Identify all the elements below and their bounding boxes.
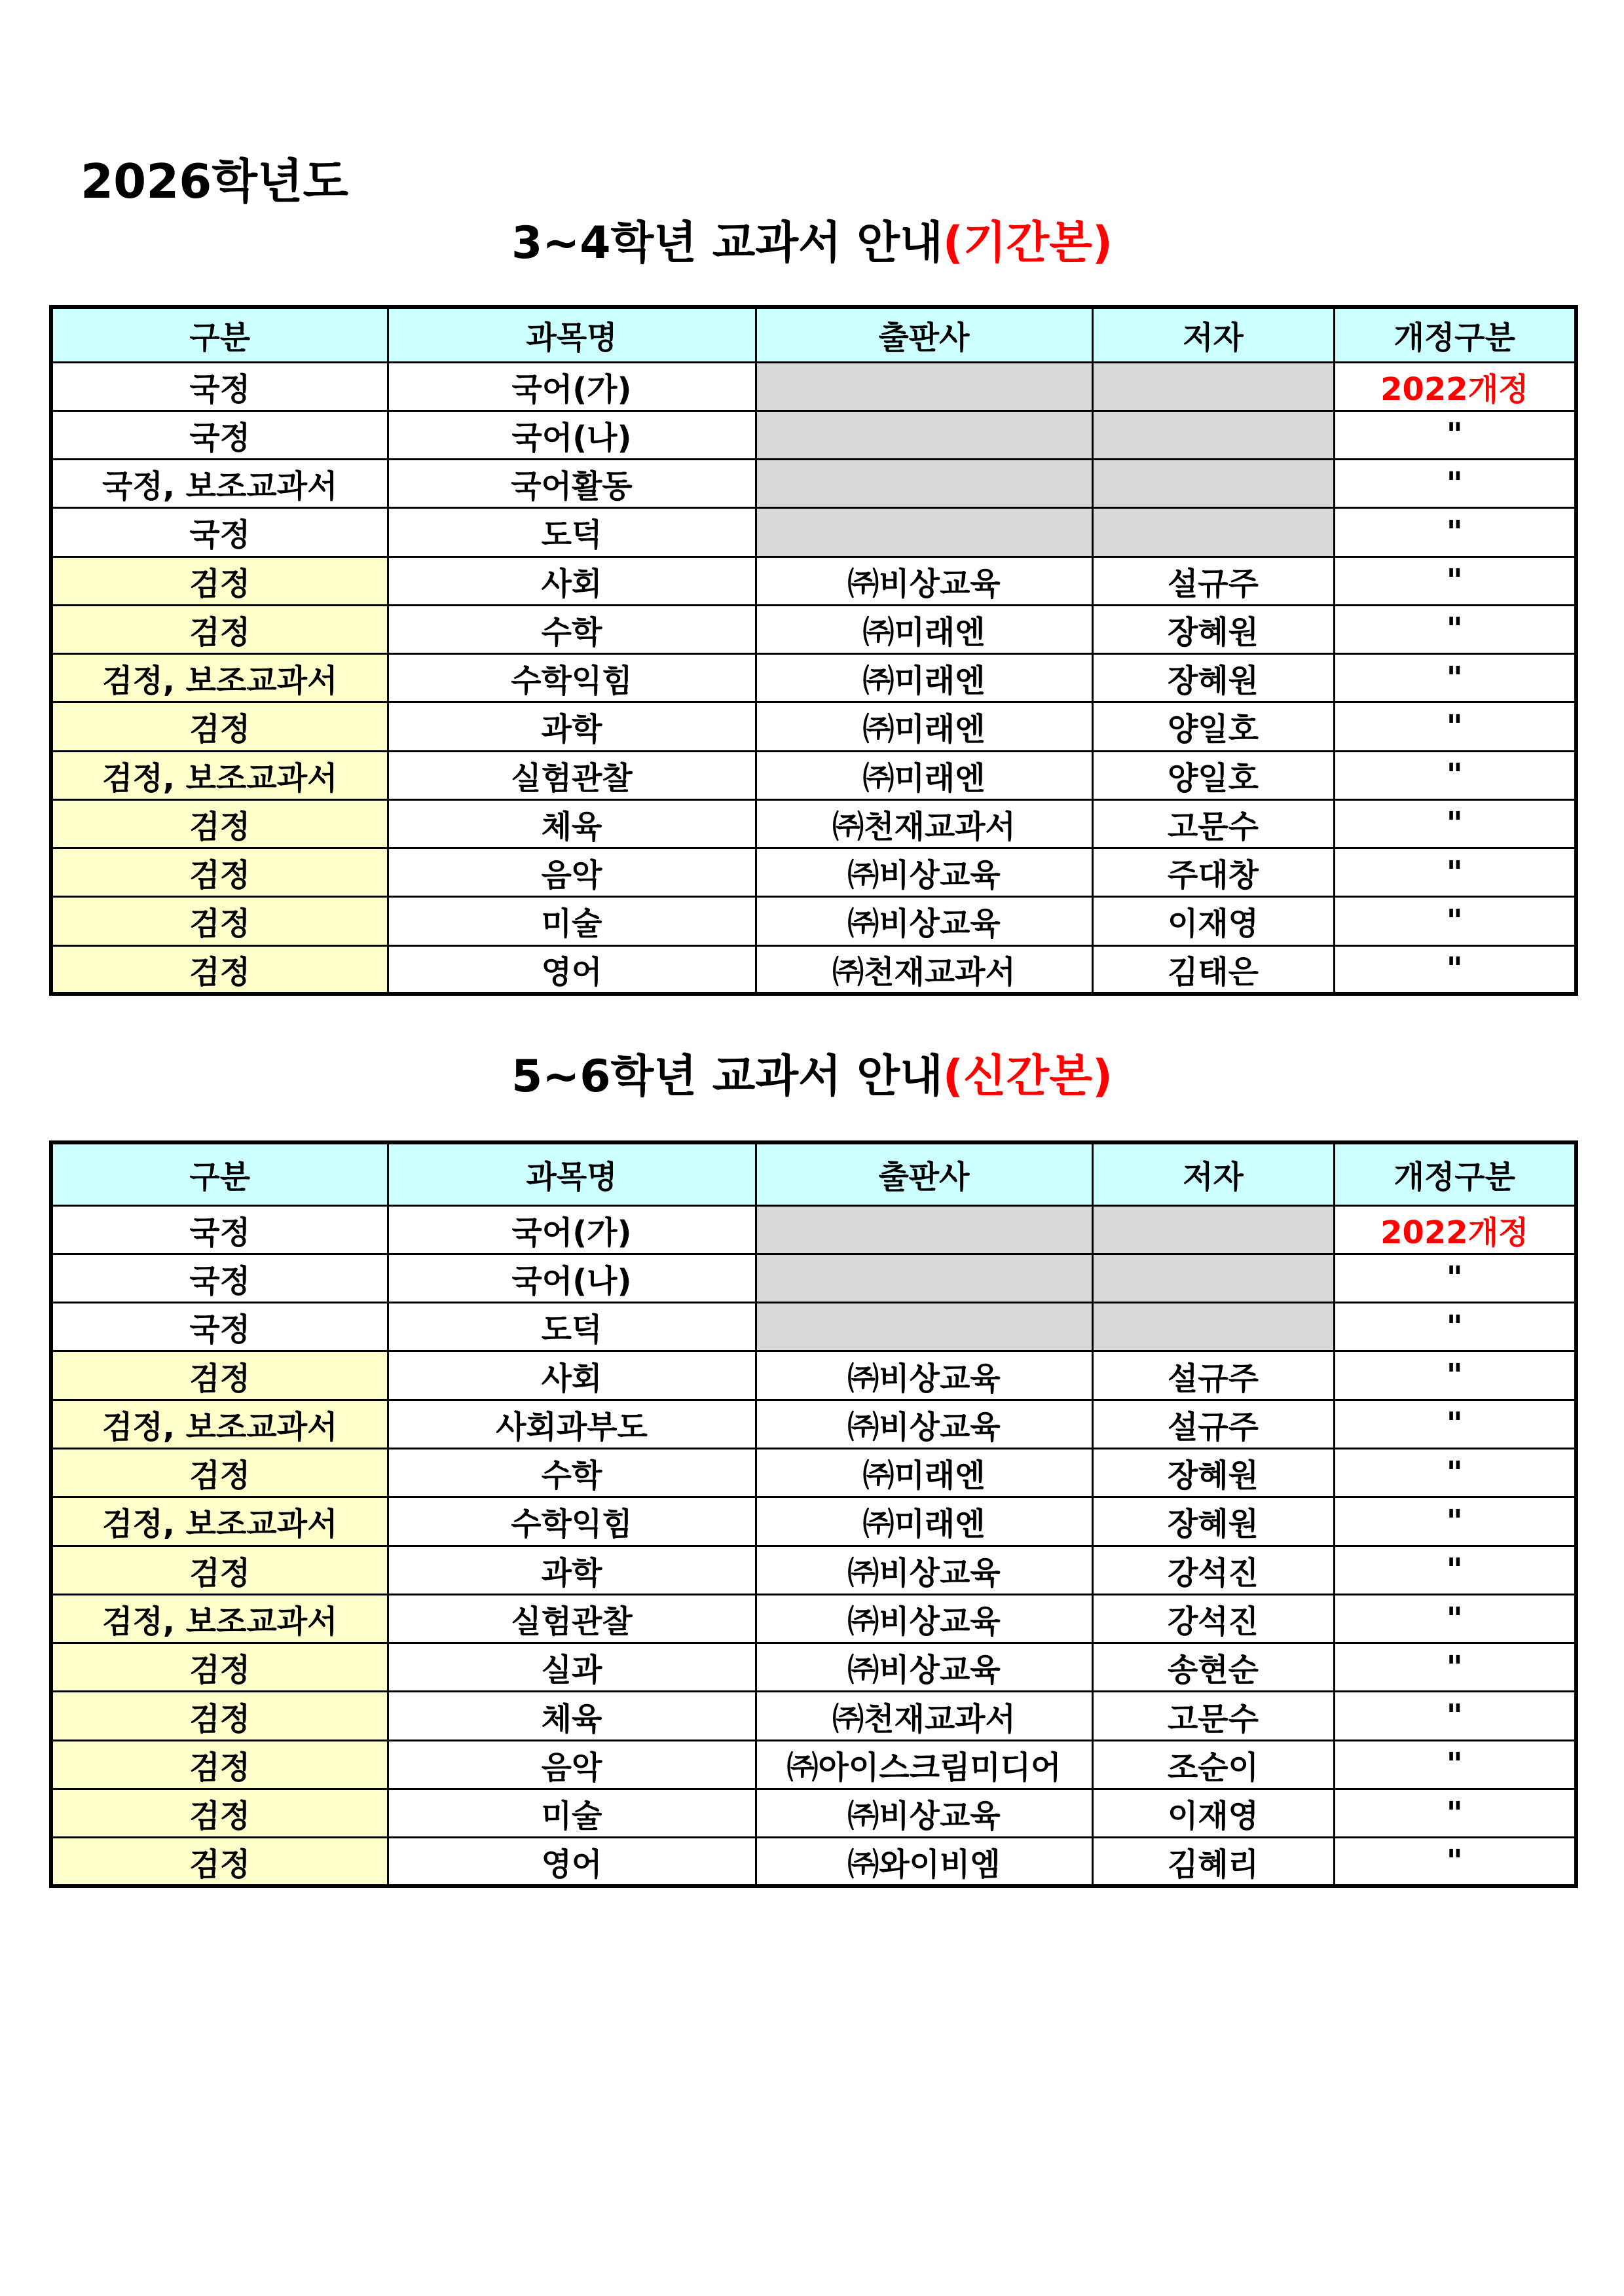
revision-cell: 2022개정 — [1334, 362, 1576, 410]
publisher-cell: ㈜비상교육 — [756, 1594, 1092, 1643]
table-row — [51, 848, 1576, 897]
revision-cell: " — [1334, 1351, 1576, 1400]
table-header-row — [51, 307, 1576, 362]
subject-cell: 영어 — [388, 1838, 756, 1886]
column-header: 출판사 — [756, 1142, 1092, 1205]
author-cell: 장혜원 — [1092, 1448, 1334, 1497]
author-cell: 설규주 — [1092, 1351, 1334, 1400]
publisher-cell: ㈜미래엔 — [756, 654, 1092, 702]
type-cell: 검정 — [51, 556, 388, 605]
revision-cell: " — [1334, 1594, 1576, 1643]
type-cell: 국정 — [51, 1254, 388, 1302]
publisher-cell: ㈜비상교육 — [756, 1643, 1092, 1692]
subject-cell: 체육 — [388, 799, 756, 848]
column-header: 개정구분 — [1334, 307, 1576, 362]
column-header: 저자 — [1092, 307, 1334, 362]
author-cell: 설규주 — [1092, 1400, 1334, 1448]
author-cell: 강석진 — [1092, 1594, 1334, 1643]
type-cell: 검정, 보조교과서 — [51, 654, 388, 702]
subject-cell: 도덕 — [388, 508, 756, 556]
type-cell: 검정, 보조교과서 — [51, 1497, 388, 1546]
subject-cell: 사회과부도 — [388, 1400, 756, 1448]
subject-cell: 국어활동 — [388, 460, 756, 508]
subject-cell: 과학 — [388, 702, 756, 751]
table-row — [51, 1497, 1576, 1546]
author-cell: 이재영 — [1092, 1789, 1334, 1838]
type-cell: 검정 — [51, 1546, 388, 1594]
table-row — [51, 1448, 1576, 1497]
table-row — [51, 1643, 1576, 1692]
revision-cell: " — [1334, 1789, 1576, 1838]
author-cell: 고문수 — [1092, 799, 1334, 848]
revision-cell: " — [1334, 897, 1576, 945]
table-row — [51, 362, 1576, 410]
author-cell: 이재영 — [1092, 897, 1334, 945]
publisher-cell: ㈜와이비엠 — [756, 1838, 1092, 1886]
publisher-cell: ㈜천재교과서 — [756, 945, 1092, 994]
author-cell: 김태은 — [1092, 945, 1334, 994]
revision-cell: " — [1334, 1448, 1576, 1497]
author-cell: 조순이 — [1092, 1740, 1334, 1789]
subject-cell: 국어(나) — [388, 410, 756, 459]
revision-cell: " — [1334, 1643, 1576, 1692]
column-header: 과목명 — [388, 307, 756, 362]
subject-cell: 과학 — [388, 1546, 756, 1594]
author-cell — [1092, 1303, 1334, 1351]
revision-cell: " — [1334, 1838, 1576, 1886]
publisher-cell: ㈜미래엔 — [756, 1497, 1092, 1546]
year-title: 2026학년도 — [81, 154, 349, 209]
revision-cell: " — [1334, 848, 1576, 897]
publisher-cell: ㈜아이스크림미디어 — [756, 1740, 1092, 1789]
author-cell — [1092, 1254, 1334, 1302]
publisher-cell: ㈜비상교육 — [756, 1546, 1092, 1594]
type-cell: 검정 — [51, 1838, 388, 1886]
author-cell: 장혜원 — [1092, 654, 1334, 702]
section1-title-suffix: (기간본) — [942, 217, 1113, 269]
revision-cell: " — [1334, 1497, 1576, 1546]
table-header-row — [51, 1142, 1576, 1205]
revision-cell: " — [1334, 654, 1576, 702]
type-cell: 검정 — [51, 945, 388, 994]
column-header: 개정구분 — [1334, 1142, 1576, 1205]
type-cell: 국정 — [51, 1303, 388, 1351]
publisher-cell: ㈜미래엔 — [756, 702, 1092, 751]
table-row — [51, 1740, 1576, 1789]
type-cell: 검정 — [51, 1692, 388, 1740]
revision-cell: " — [1334, 1692, 1576, 1740]
publisher-cell: ㈜비상교육 — [756, 897, 1092, 945]
revision-cell: " — [1334, 1740, 1576, 1789]
publisher-cell — [756, 362, 1092, 410]
subject-cell: 음악 — [388, 1740, 756, 1789]
column-header: 구분 — [51, 307, 388, 362]
table-row — [51, 799, 1576, 848]
publisher-cell: ㈜미래엔 — [756, 751, 1092, 799]
subject-cell: 수학 — [388, 1448, 756, 1497]
table-row — [51, 1546, 1576, 1594]
author-cell: 장혜원 — [1092, 605, 1334, 653]
table-row — [51, 751, 1576, 799]
publisher-cell: ㈜천재교과서 — [756, 799, 1092, 848]
author-cell — [1092, 1205, 1334, 1254]
subject-cell: 실과 — [388, 1643, 756, 1692]
publisher-cell: ㈜미래엔 — [756, 605, 1092, 653]
type-cell: 검정 — [51, 1740, 388, 1789]
table-row — [51, 605, 1576, 653]
table-row — [51, 556, 1576, 605]
author-cell: 고문수 — [1092, 1692, 1334, 1740]
subject-cell: 국어(나) — [388, 1254, 756, 1302]
publisher-cell — [756, 508, 1092, 556]
table-row — [51, 410, 1576, 459]
publisher-cell: ㈜미래엔 — [756, 1448, 1092, 1497]
publisher-cell: ㈜천재교과서 — [756, 1692, 1092, 1740]
publisher-cell: ㈜비상교육 — [756, 1400, 1092, 1448]
section1-table — [49, 305, 1578, 996]
type-cell: 검정 — [51, 897, 388, 945]
publisher-cell — [756, 1205, 1092, 1254]
author-cell: 주대창 — [1092, 848, 1334, 897]
revision-cell: " — [1334, 410, 1576, 459]
section2-table — [49, 1140, 1578, 1888]
type-cell: 검정 — [51, 605, 388, 653]
revision-cell: " — [1334, 751, 1576, 799]
table-row — [51, 460, 1576, 508]
type-cell: 검정, 보조교과서 — [51, 751, 388, 799]
type-cell: 검정 — [51, 799, 388, 848]
revision-cell: " — [1334, 1546, 1576, 1594]
publisher-cell — [756, 460, 1092, 508]
column-header: 구분 — [51, 1142, 388, 1205]
revision-cell: 2022개정 — [1334, 1205, 1576, 1254]
revision-cell: " — [1334, 508, 1576, 556]
revision-cell: " — [1334, 605, 1576, 653]
type-cell: 검정, 보조교과서 — [51, 1400, 388, 1448]
type-cell: 검정 — [51, 1448, 388, 1497]
revision-cell: " — [1334, 1400, 1576, 1448]
table-row — [51, 1303, 1576, 1351]
section2-title — [0, 1044, 1624, 1110]
subject-cell: 사회 — [388, 556, 756, 605]
type-cell: 검정 — [51, 1789, 388, 1838]
author-cell: 김혜리 — [1092, 1838, 1334, 1886]
subject-cell: 실험관찰 — [388, 1594, 756, 1643]
section2-title-suffix: (신간본) — [942, 1051, 1113, 1102]
publisher-cell — [756, 1254, 1092, 1302]
publisher-cell — [756, 1303, 1092, 1351]
publisher-cell: ㈜비상교육 — [756, 1789, 1092, 1838]
subject-cell: 음악 — [388, 848, 756, 897]
publisher-cell: ㈜비상교육 — [756, 1351, 1092, 1400]
subject-cell: 도덕 — [388, 1303, 756, 1351]
table-row — [51, 1351, 1576, 1400]
table-row — [51, 897, 1576, 945]
publisher-cell — [756, 410, 1092, 459]
table-row — [51, 1400, 1576, 1448]
type-cell: 국정 — [51, 362, 388, 410]
column-header: 저자 — [1092, 1142, 1334, 1205]
publisher-cell: ㈜비상교육 — [756, 848, 1092, 897]
section1-title — [0, 211, 1624, 276]
type-cell: 국정 — [51, 508, 388, 556]
revision-cell: " — [1334, 1303, 1576, 1351]
publisher-cell: ㈜비상교육 — [756, 556, 1092, 605]
revision-cell: " — [1334, 1254, 1576, 1302]
author-cell: 양일호 — [1092, 702, 1334, 751]
revision-cell: " — [1334, 945, 1576, 994]
table-row — [51, 945, 1576, 994]
section2-title-main: 5~6학년 교과서 안내 — [511, 1051, 943, 1102]
revision-cell: " — [1334, 556, 1576, 605]
table-row — [51, 508, 1576, 556]
subject-cell: 체육 — [388, 1692, 756, 1740]
author-cell — [1092, 460, 1334, 508]
author-cell — [1092, 508, 1334, 556]
subject-cell: 미술 — [388, 1789, 756, 1838]
author-cell — [1092, 410, 1334, 459]
type-cell: 검정 — [51, 1351, 388, 1400]
author-cell: 강석진 — [1092, 1546, 1334, 1594]
table-row — [51, 1205, 1576, 1254]
author-cell: 설규주 — [1092, 556, 1334, 605]
table-row — [51, 702, 1576, 751]
subject-cell: 국어(가) — [388, 362, 756, 410]
revision-cell: " — [1334, 460, 1576, 508]
type-cell: 국정 — [51, 410, 388, 459]
subject-cell: 사회 — [388, 1351, 756, 1400]
subject-cell: 영어 — [388, 945, 756, 994]
author-cell: 양일호 — [1092, 751, 1334, 799]
table-row — [51, 1838, 1576, 1886]
revision-cell: " — [1334, 702, 1576, 751]
type-cell: 검정, 보조교과서 — [51, 1594, 388, 1643]
column-header: 출판사 — [756, 307, 1092, 362]
subject-cell: 수학익힘 — [388, 1497, 756, 1546]
type-cell: 국정, 보조교과서 — [51, 460, 388, 508]
table-row — [51, 1594, 1576, 1643]
type-cell: 검정 — [51, 1643, 388, 1692]
author-cell: 송현순 — [1092, 1643, 1334, 1692]
author-cell — [1092, 362, 1334, 410]
type-cell: 검정 — [51, 702, 388, 751]
table-row — [51, 1789, 1576, 1838]
revision-cell: " — [1334, 799, 1576, 848]
subject-cell: 수학 — [388, 605, 756, 653]
type-cell: 검정 — [51, 848, 388, 897]
table-row — [51, 1692, 1576, 1740]
subject-cell: 실험관찰 — [388, 751, 756, 799]
subject-cell: 수학익힘 — [388, 654, 756, 702]
author-cell: 장혜원 — [1092, 1497, 1334, 1546]
subject-cell: 국어(가) — [388, 1205, 756, 1254]
column-header: 과목명 — [388, 1142, 756, 1205]
section1-title-main: 3~4학년 교과서 안내 — [511, 217, 943, 269]
type-cell: 국정 — [51, 1205, 388, 1254]
subject-cell: 미술 — [388, 897, 756, 945]
table-row — [51, 654, 1576, 702]
table-row — [51, 1254, 1576, 1302]
